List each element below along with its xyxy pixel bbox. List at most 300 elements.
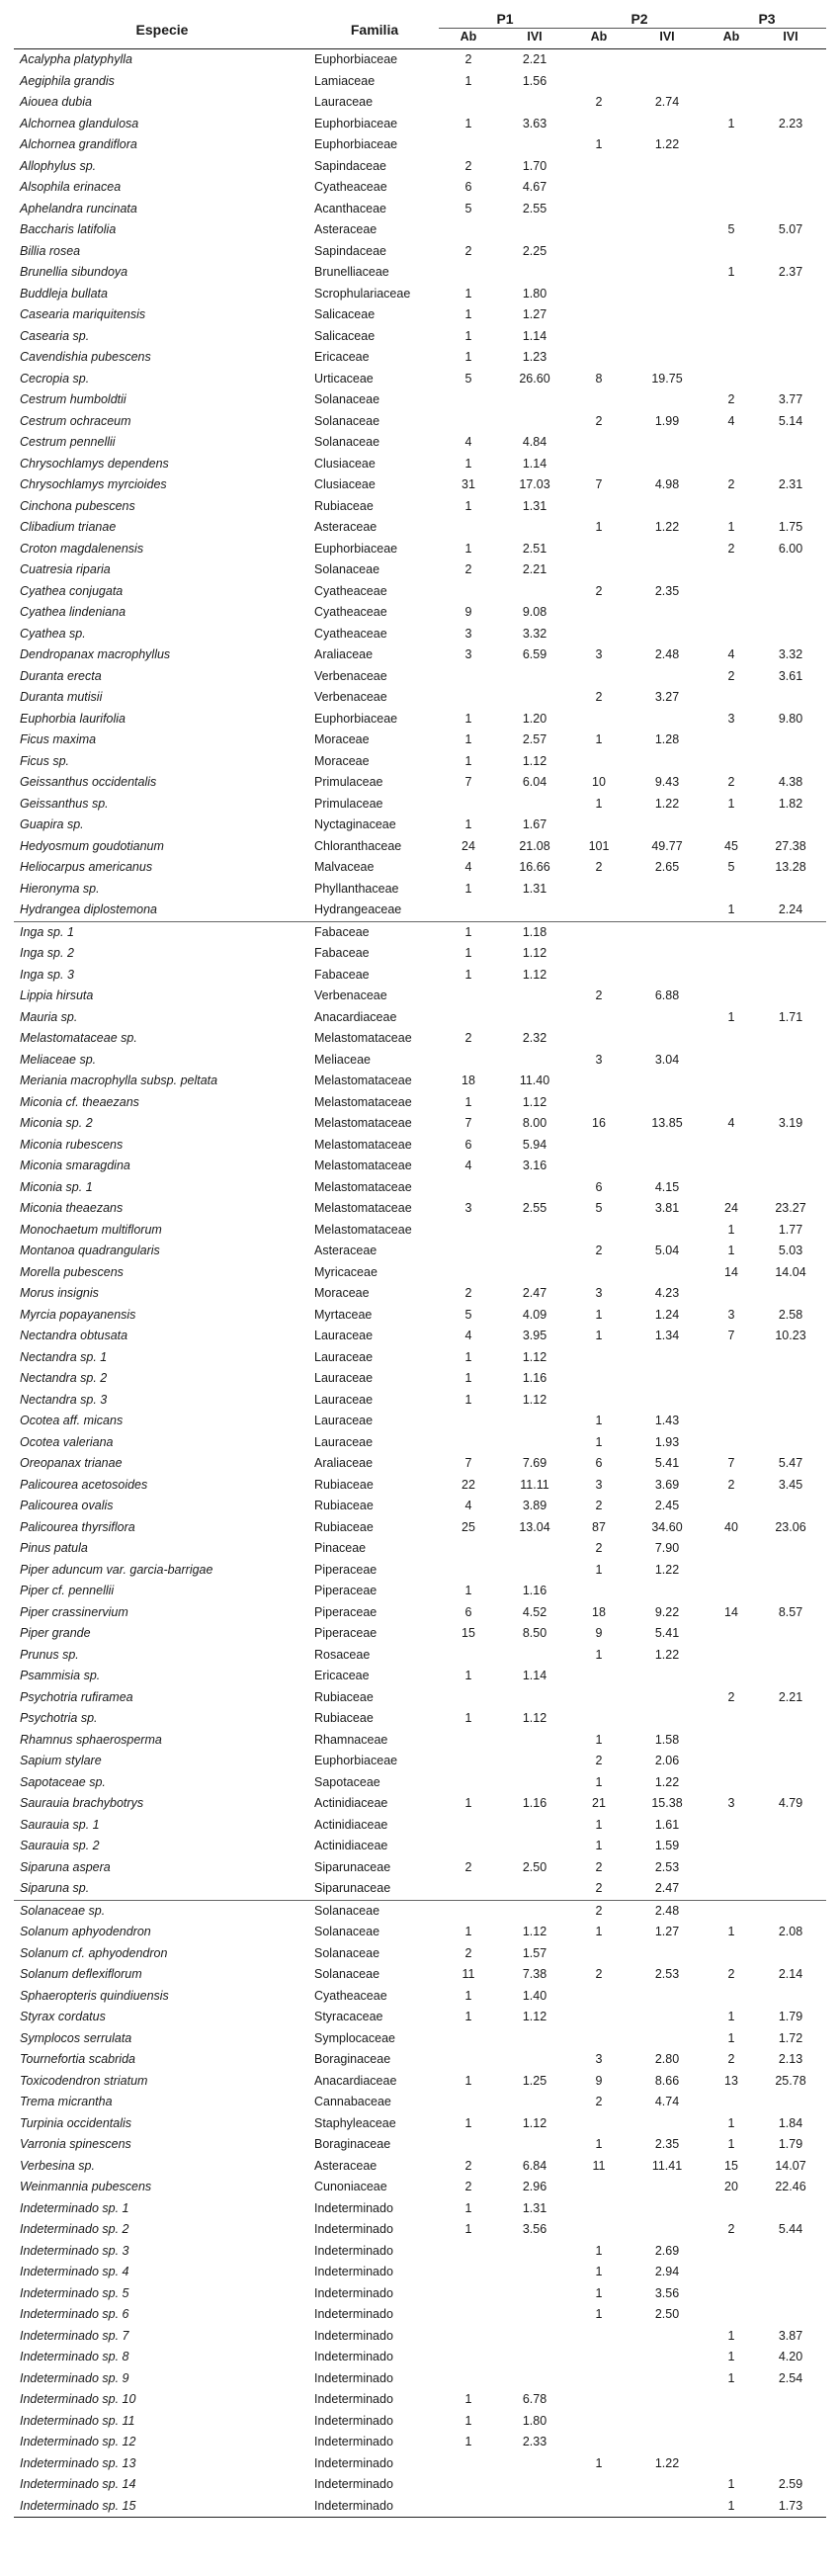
species-name: Saurauia brachybotrys [20,1796,144,1810]
ivi-p3 [755,2283,826,2305]
ivi-p1: 26.60 [519,371,550,386]
family-name: Nyctaginaceae [314,817,396,831]
ab-p1: 1 [464,541,472,556]
ab-p1: 1 [464,1349,472,1364]
ab-p3 [708,2453,755,2475]
ab-p3 [708,1368,755,1390]
ab-p1: 15 [462,1626,475,1640]
ab-p2: 1 [595,1925,603,1938]
species-name: Guapira sp. [20,817,84,831]
species-name: Geissanthus sp. [20,796,109,811]
ab-p3 [708,1496,755,1517]
ab-p1: 2 [464,562,472,576]
ivi-p2 [627,2432,708,2453]
table-row [14,1581,826,1602]
ab-p1 [439,2304,498,2326]
table-row [14,92,826,114]
ivi-p3: 2.59 [778,2477,803,2491]
ab-p2: 2 [595,1859,603,1874]
ivi-p2 [627,219,708,241]
ivi-p3: 3.19 [778,1116,803,1130]
ab-p2 [571,1986,627,2008]
ab-p1 [439,389,498,411]
ab-p1: 6 [464,1604,472,1619]
table-row [14,751,826,773]
ivi-p1: 1.40 [522,1988,547,2003]
ivi-p1: 13.04 [519,1519,550,1534]
table-row [14,879,826,901]
family-name: Rubiaceae [314,1519,374,1534]
table-row [14,1028,826,1050]
family-name: Meliaceae [314,1052,371,1067]
ab-p1 [439,1538,498,1560]
table-row [14,2304,826,2326]
ab-p3 [708,369,755,390]
ivi-p1: 7.69 [522,1456,547,1470]
ab-p2 [571,219,627,241]
ab-p2 [571,1368,627,1390]
family-name: Lamiaceae [314,73,376,88]
ivi-p2 [627,347,708,369]
family-name: Salicaceae [314,307,376,321]
ivi-p3: 8.57 [778,1604,803,1619]
ab-p2: 1 [595,732,603,746]
table-row [14,369,826,390]
ab-p3 [708,496,755,518]
ivi-p2 [627,2347,708,2368]
ab-p1: 1 [464,286,472,301]
ivi-p2: 1.93 [654,1434,680,1449]
header-ab-p1: Ab [439,29,498,49]
ab-p2 [571,2474,627,2496]
family-name: Araliaceae [314,1456,374,1470]
ivi-p3 [755,1496,826,1517]
ivi-p1: 3.89 [522,1499,547,1512]
ivi-p3 [755,2241,826,2263]
ab-p2: 1 [595,2265,603,2278]
ab-p3 [708,2389,755,2411]
ab-p2 [571,2177,627,2198]
ab-p3 [708,1857,755,1879]
ivi-p2 [627,2411,708,2433]
ab-p1: 1 [464,1925,472,1938]
ab-p3 [708,986,755,1007]
ivi-p2: 1.61 [654,1817,680,1832]
ivi-p3: 1.71 [778,1009,803,1024]
header-ivi-p1: IVI [498,29,571,49]
ab-p3: 13 [724,2073,738,2088]
table-row [14,241,826,263]
ab-p1: 1 [464,116,472,130]
ivi-p3: 1.75 [778,520,803,534]
ivi-p3 [755,1135,826,1157]
ab-p3 [708,2241,755,2263]
ab-p1: 7 [464,1116,472,1130]
ivi-p3 [755,496,826,518]
species-name: Myrcia popayanensis [20,1307,136,1322]
family-name: Rubiaceae [314,1711,374,1725]
ivi-p2: 8.66 [654,2073,680,2088]
ivi-p3 [755,1666,826,1687]
ab-p1: 3 [464,626,472,641]
ab-p2: 1 [595,520,603,534]
table-row [14,1666,826,1687]
ab-p2 [571,1666,627,1687]
ab-p2: 3 [595,1477,603,1492]
ivi-p3 [755,986,826,1007]
ab-p2 [571,432,627,454]
ab-p3 [708,1432,755,1454]
species-name: Psychotria rufiramea [20,1689,133,1704]
ivi-p3: 6.00 [778,541,803,556]
header-especie: Especie [14,8,310,49]
ab-p3 [708,2283,755,2305]
species-name: Cinchona pubescens [20,498,135,513]
table-row [14,1347,826,1369]
table-row [14,1262,826,1284]
family-name: Euphorbiaceae [314,137,398,151]
family-name: Fabaceae [314,967,370,982]
ab-p1: 5 [464,1307,472,1322]
ab-p1: 3 [464,647,472,661]
ab-p2 [571,879,627,901]
ab-p2: 2 [595,1244,603,1257]
ivi-p3 [755,2453,826,2475]
family-name: Cyatheaceae [314,1988,387,2003]
ab-p2: 2 [595,583,603,598]
ab-p3: 15 [724,2158,738,2173]
species-name: Indeterminado sp. 12 [20,2435,136,2448]
ivi-p2: 2.35 [654,583,680,598]
ivi-p3 [755,1878,826,1900]
ab-p1 [439,134,498,156]
ivi-p1: 9.08 [522,605,547,619]
species-name: Meriania macrophylla subsp. peltata [20,1073,218,1087]
ab-p1: 2 [464,1859,472,1874]
species-name: Monochaetum multiflorum [20,1222,162,1237]
ivi-p1: 2.47 [522,1286,547,1300]
header-group-p3: P3 [708,8,826,29]
table-row [14,389,826,411]
ivi-p1: 1.12 [522,946,547,960]
ab-p1 [439,2028,498,2050]
ab-p3 [708,347,755,369]
ab-p2 [571,71,627,93]
ivi-p1: 5.94 [522,1137,547,1152]
ivi-p1 [498,794,571,816]
family-name: Boraginaceae [314,2137,391,2151]
ivi-p2 [627,1390,708,1412]
ivi-p2: 2.47 [654,1881,680,1895]
ab-p3 [708,1028,755,1050]
ivi-p3 [755,1581,826,1602]
ivi-p2 [627,199,708,220]
ivi-p3 [755,1645,826,1667]
ivi-p3 [755,1283,826,1305]
species-name: Solanum deflexiflorum [20,1967,142,1981]
ivi-p3 [755,2092,826,2113]
table-row [14,71,826,93]
ivi-p2: 2.35 [654,2137,680,2151]
ab-p1: 3 [464,1201,472,1215]
ab-p3: 2 [727,2222,735,2236]
species-name: Cecropia sp. [20,371,90,386]
ab-p3 [708,1156,755,1177]
species-name: Clibadium trianae [20,520,117,534]
family-name: Indeterminado [314,2477,393,2491]
ivi-p3 [755,284,826,305]
ab-p3: 1 [727,265,735,279]
species-name: Alchornea glandulosa [20,116,139,130]
ivi-p3 [755,1730,826,1752]
ab-p2: 87 [592,1519,606,1534]
table-row [14,2092,826,2113]
ab-p3 [708,71,755,93]
species-name: Melastomataceae sp. [20,1031,137,1045]
ivi-p1 [498,1220,571,1242]
ab-p2: 2 [595,860,603,874]
family-name: Pinaceae [314,1541,367,1555]
ab-p1: 22 [462,1477,475,1492]
table-row [14,1113,826,1135]
ab-p3: 24 [724,1201,738,1215]
ivi-p1 [498,219,571,241]
ivi-p1 [498,262,571,284]
ab-p2 [571,1028,627,1050]
ab-p1: 1 [464,881,472,896]
ivi-p3 [755,624,826,645]
ivi-p1 [498,1751,571,1772]
family-name: Euphorbiaceae [314,711,398,726]
ab-p2: 1 [595,1562,603,1577]
family-name: Indeterminado [314,2243,393,2258]
ab-p3: 1 [727,2370,735,2385]
ab-p3 [708,1836,755,1857]
ivi-p3 [755,1071,826,1092]
ab-p2 [571,1390,627,1412]
ab-p1: 1 [464,1584,472,1597]
ivi-p1 [498,2028,571,2050]
ivi-p1: 6.04 [522,775,547,789]
ivi-p3 [755,1708,826,1730]
table-row [14,2326,826,2348]
ab-p3 [708,815,755,836]
ivi-p2: 1.27 [654,1925,680,1938]
family-name: Lauraceae [314,1349,374,1364]
ivi-p3 [755,92,826,114]
ab-p1 [439,2368,498,2390]
ivi-p2 [627,943,708,965]
family-name: Clusiaceae [314,477,376,491]
ivi-p3 [755,1751,826,1772]
table-row [14,1751,826,1772]
ivi-p1 [498,1878,571,1900]
species-name: Nectandra obtusata [20,1329,128,1342]
ab-p1: 4 [464,435,472,449]
ab-p2 [571,262,627,284]
ivi-p1: 7.38 [522,1967,547,1981]
table-row [14,496,826,518]
species-name: Dendropanax macrophyllus [20,647,171,661]
ab-p3: 1 [727,2350,735,2363]
ab-p3 [708,581,755,603]
ab-p3 [708,751,755,773]
species-name: Indeterminado sp. 9 [20,2370,129,2385]
species-name: Sapium stylare [20,1754,102,1767]
ivi-p1: 17.03 [519,477,550,491]
ab-p1: 1 [439,921,498,943]
ab-p2: 1 [595,2285,603,2300]
species-name: Indeterminado sp. 7 [20,2328,129,2343]
ivi-p3: 5.44 [778,2222,803,2236]
ivi-p1 [498,900,571,921]
family-name: Sapindaceae [314,243,386,258]
family-name: Asteraceae [314,2158,378,2173]
ab-p2 [571,1262,627,1284]
ab-p1: 1 [464,2200,472,2215]
ivi-p3: 14.04 [775,1264,806,1279]
family-name: Solanaceae [314,562,380,576]
ivi-p2 [627,1071,708,1092]
ivi-p1 [498,2347,571,2368]
ab-p3 [708,454,755,475]
ab-p2: 10 [592,775,606,789]
ab-p2 [571,965,627,987]
ivi-p2 [627,2389,708,2411]
ab-p1 [439,2496,498,2518]
ab-p2: 1 [595,2307,603,2321]
ivi-p2: 3.04 [654,1052,680,1067]
table-row [14,1390,826,1412]
table-row [14,2071,826,2093]
ivi-p2 [627,1220,708,1242]
species-name: Miconia rubescens [20,1137,124,1152]
ivi-p2: 2.94 [654,2265,680,2278]
ivi-p3 [755,1050,826,1072]
ivi-p1 [498,666,571,688]
species-name: Siparuna sp. [20,1881,90,1895]
ab-p1 [439,2241,498,2263]
species-name: Casearia mariquitensis [20,307,146,321]
species-name: Cestrum pennellii [20,435,116,449]
ivi-p2 [627,815,708,836]
family-name: Fabaceae [314,946,370,960]
ivi-p2 [627,1262,708,1284]
ab-p3 [708,1092,755,1114]
ab-p3 [708,1666,755,1687]
ab-p1: 11 [462,1967,475,1981]
table-row [14,1198,826,1220]
ab-p3: 3 [727,1307,735,1322]
species-name: Hydrangea diplostemona [20,902,157,916]
species-name: Indeterminado sp. 5 [20,2285,129,2300]
table-row [14,1241,826,1262]
species-name: Indeterminado sp. 10 [20,2392,136,2406]
table-row [14,2389,826,2411]
ab-p1: 2 [464,1945,472,1960]
ivi-p2: 1.43 [654,1414,680,1427]
ivi-p1: 1.20 [522,711,547,726]
ivi-p1 [498,2241,571,2263]
ivi-p1: 1.12 [522,1349,547,1364]
ivi-p3: 3.32 [778,647,803,661]
table-row [14,943,826,965]
species-name: Meliaceae sp. [20,1052,97,1067]
ab-p2: 2 [595,988,603,1002]
family-name: Cyatheaceae [314,583,387,598]
table-row [14,474,826,496]
ab-p2: 1 [595,1774,603,1789]
ivi-p1: 2.57 [522,732,547,746]
ivi-p3: 2.23 [778,116,803,130]
ab-p1: 1 [464,753,472,768]
ivi-p2: 19.75 [651,371,683,386]
family-name: Indeterminado [314,2265,393,2278]
ab-p1: 2 [464,1286,472,1300]
ab-p3 [708,921,755,943]
family-name: Melastomataceae [314,1116,412,1130]
table-header [14,8,826,49]
family-name: Actinidiaceae [314,1796,388,1810]
family-name: Rubiaceae [314,1689,374,1704]
ivi-p3 [755,2432,826,2453]
table-row [14,411,826,433]
ivi-p3 [755,1432,826,1454]
ab-p2 [571,2113,627,2135]
ab-p1 [439,986,498,1007]
ivi-p2: 1.22 [654,520,680,534]
ab-p1: 1 [464,2073,472,2088]
ab-p1: 1 [464,456,472,471]
species-name: Cyathea conjugata [20,583,124,598]
family-name: Clusiaceae [314,456,376,471]
ivi-p2: 1.24 [654,1307,680,1322]
ivi-p2 [627,1581,708,1602]
family-name: Ericaceae [314,1669,370,1682]
ab-p2 [571,2432,627,2453]
ab-p2: 2 [595,413,603,428]
family-name: Solanaceae [314,1945,380,1960]
ivi-p1: 2.32 [522,1031,547,1045]
ab-p1 [439,1050,498,1072]
species-name: Geissanthus occidentalis [20,775,157,789]
family-name: Indeterminado [310,2496,439,2518]
ab-p2 [571,815,627,836]
family-name: Indeterminado [314,2413,393,2428]
species-name: Piper aduncum var. garcia-barrigae [20,1562,213,1577]
ivi-p2 [627,71,708,93]
ab-p1 [439,1751,498,1772]
ivi-p1: 3.95 [522,1329,547,1342]
ab-p1: 5 [464,201,472,215]
species-name: Miconia sp. 2 [20,1116,93,1130]
species-name: Indeterminado sp. 15 [14,2496,310,2518]
family-name: Indeterminado [314,2307,393,2321]
ab-p1: 1 [464,2413,472,2428]
family-name: Myrtaceae [314,1307,373,1322]
ivi-p2: 49.77 [651,838,683,853]
species-name: Aiouea dubia [20,95,92,109]
ab-p3: 45 [724,838,738,853]
ivi-p1 [498,1836,571,1857]
table-row [14,156,826,178]
ab-p1: 1 [464,328,472,343]
ivi-p1: 8.50 [522,1626,547,1640]
table-row [14,1475,826,1497]
table-row [14,2474,826,2496]
ivi-p2: 2.06 [654,1754,680,1767]
ivi-p3 [755,1836,826,1857]
